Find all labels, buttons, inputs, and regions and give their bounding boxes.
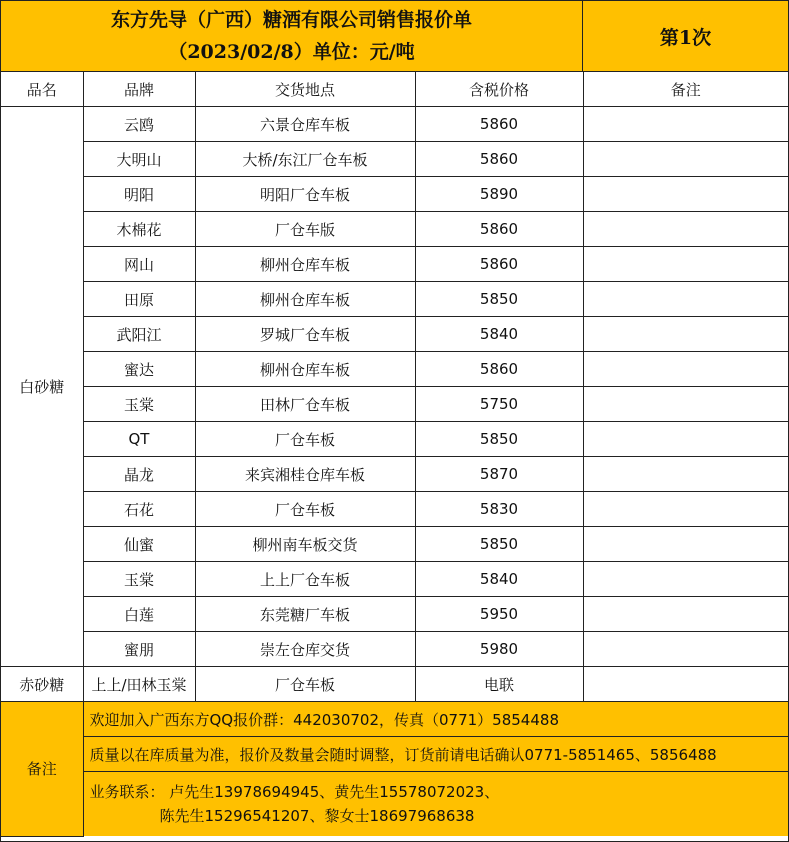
notes-table bbox=[1, 702, 788, 837]
price-cell: 5950 bbox=[415, 597, 583, 632]
note-cell bbox=[583, 177, 788, 212]
table-row bbox=[1, 422, 788, 457]
product-red-sugar: 赤砂糖 bbox=[1, 667, 83, 702]
brand-cell: 石花 bbox=[83, 492, 195, 527]
price-cell: 5890 bbox=[415, 177, 583, 212]
table-row bbox=[1, 142, 788, 177]
note-cell bbox=[583, 317, 788, 352]
price-cell: 5860 bbox=[415, 247, 583, 282]
location-cell: 柳州仓库车板 bbox=[195, 352, 415, 387]
price-cell: 5840 bbox=[415, 317, 583, 352]
title-block bbox=[1, 1, 583, 71]
notes-label: 备注 bbox=[1, 702, 83, 836]
brand-cell: 仙蜜 bbox=[83, 527, 195, 562]
brand-cell: 晶龙 bbox=[83, 457, 195, 492]
brand-cell: QT bbox=[83, 422, 195, 457]
table-row bbox=[1, 667, 788, 702]
header-note: 备注 bbox=[583, 72, 788, 107]
brand-cell: 白莲 bbox=[83, 597, 195, 632]
price-cell: 5870 bbox=[415, 457, 583, 492]
location-cell: 厂仓车板 bbox=[195, 667, 415, 702]
note-cell bbox=[583, 212, 788, 247]
company-title: 东方先导（广西）糖酒有限公司销售报价单 bbox=[110, 9, 472, 31]
note-cell bbox=[583, 422, 788, 457]
location-cell: 厂仓车板 bbox=[195, 492, 415, 527]
table-row bbox=[1, 352, 788, 387]
table-row bbox=[1, 212, 788, 247]
table-row bbox=[1, 247, 788, 282]
brand-cell: 大明山 bbox=[83, 142, 195, 177]
contact-line-1: 业务联系： 卢先生13978694945、黄先生15578072023、 bbox=[89, 783, 500, 801]
price-cell: 5830 bbox=[415, 492, 583, 527]
brand-cell: 木棉花 bbox=[83, 212, 195, 247]
location-cell: 柳州仓库车板 bbox=[195, 282, 415, 317]
price-cell: 5860 bbox=[415, 107, 583, 142]
price-cell: 电联 bbox=[415, 667, 583, 702]
note-cell bbox=[583, 457, 788, 492]
location-cell: 柳州南车板交货 bbox=[195, 527, 415, 562]
note-cell bbox=[583, 597, 788, 632]
note-cell bbox=[583, 527, 788, 562]
table-row bbox=[1, 282, 788, 317]
note-cell bbox=[583, 142, 788, 177]
brand-cell: 网山 bbox=[83, 247, 195, 282]
location-cell: 田林厂仓车板 bbox=[195, 387, 415, 422]
brand-cell: 田原 bbox=[83, 282, 195, 317]
price-cell: 5850 bbox=[415, 527, 583, 562]
price-cell: 5860 bbox=[415, 212, 583, 247]
table-row bbox=[1, 457, 788, 492]
issue-number: 第1次 bbox=[659, 26, 712, 49]
price-cell: 5850 bbox=[415, 422, 583, 457]
location-cell: 厂仓车版 bbox=[195, 212, 415, 247]
location-cell: 上上厂仓车板 bbox=[195, 562, 415, 597]
table-row bbox=[1, 177, 788, 212]
table-row bbox=[1, 387, 788, 422]
header-brand: 品牌 bbox=[83, 72, 195, 107]
header-product: 品名 bbox=[1, 72, 83, 107]
note-cell bbox=[583, 352, 788, 387]
contact-line-2: 陈先生15296541207、黎女士18697968638 bbox=[159, 807, 475, 825]
note-cell bbox=[583, 667, 788, 702]
table-row bbox=[1, 492, 788, 527]
title-row bbox=[1, 1, 788, 72]
note-cell bbox=[583, 492, 788, 527]
notes-line-quality: 质量以在库质量为准，报价及数量会随时调整，订货前请电话确认0771-5851465、5856488 bbox=[83, 737, 788, 772]
notes-contacts bbox=[83, 772, 788, 837]
brand-cell: 明阳 bbox=[83, 177, 195, 212]
table-row bbox=[1, 317, 788, 352]
price-cell: 5860 bbox=[415, 352, 583, 387]
brand-cell: 玉棠 bbox=[83, 387, 195, 422]
location-cell: 厂仓车板 bbox=[195, 422, 415, 457]
location-cell: 东莞糖厂车板 bbox=[195, 597, 415, 632]
location-cell: 大桥/东江厂仓车板 bbox=[195, 142, 415, 177]
note-cell bbox=[583, 387, 788, 422]
note-cell bbox=[583, 107, 788, 142]
table-row bbox=[1, 562, 788, 597]
note-cell bbox=[583, 247, 788, 282]
brand-cell: 武阳江 bbox=[83, 317, 195, 352]
location-cell: 来宾湘桂仓库车板 bbox=[195, 457, 415, 492]
price-cell: 5980 bbox=[415, 632, 583, 667]
date-unit-line: （2023/02/8）单位：元/吨 bbox=[168, 41, 415, 63]
table-row bbox=[1, 632, 788, 667]
brand-cell: 云鸥 bbox=[83, 107, 195, 142]
price-cell: 5860 bbox=[415, 142, 583, 177]
location-cell: 六景仓库车板 bbox=[195, 107, 415, 142]
price-cell: 5840 bbox=[415, 562, 583, 597]
brand-cell: 蜜朋 bbox=[83, 632, 195, 667]
brand-cell: 蜜达 bbox=[83, 352, 195, 387]
location-cell: 崇左仓库交货 bbox=[195, 632, 415, 667]
brand-cell: 玉棠 bbox=[83, 562, 195, 597]
location-cell: 柳州仓库车板 bbox=[195, 247, 415, 282]
brand-cell: 上上/田林玉棠 bbox=[83, 667, 195, 702]
location-cell: 明阳厂仓车板 bbox=[195, 177, 415, 212]
table-row bbox=[1, 597, 788, 632]
location-cell: 罗城厂仓车板 bbox=[195, 317, 415, 352]
price-table bbox=[1, 72, 788, 702]
note-cell bbox=[583, 282, 788, 317]
header-row bbox=[1, 72, 788, 107]
table-row bbox=[1, 527, 788, 562]
header-price: 含税价格 bbox=[415, 72, 583, 107]
header-location: 交货地点 bbox=[195, 72, 415, 107]
table-row bbox=[1, 107, 788, 142]
price-cell: 5750 bbox=[415, 387, 583, 422]
price-cell: 5850 bbox=[415, 282, 583, 317]
note-cell bbox=[583, 562, 788, 597]
notes-line-qq: 欢迎加入广西东方QQ报价群：442030702，传真（0771）5854488 bbox=[83, 702, 788, 737]
note-cell bbox=[583, 632, 788, 667]
product-white-sugar: 白砂糖 bbox=[1, 107, 83, 667]
